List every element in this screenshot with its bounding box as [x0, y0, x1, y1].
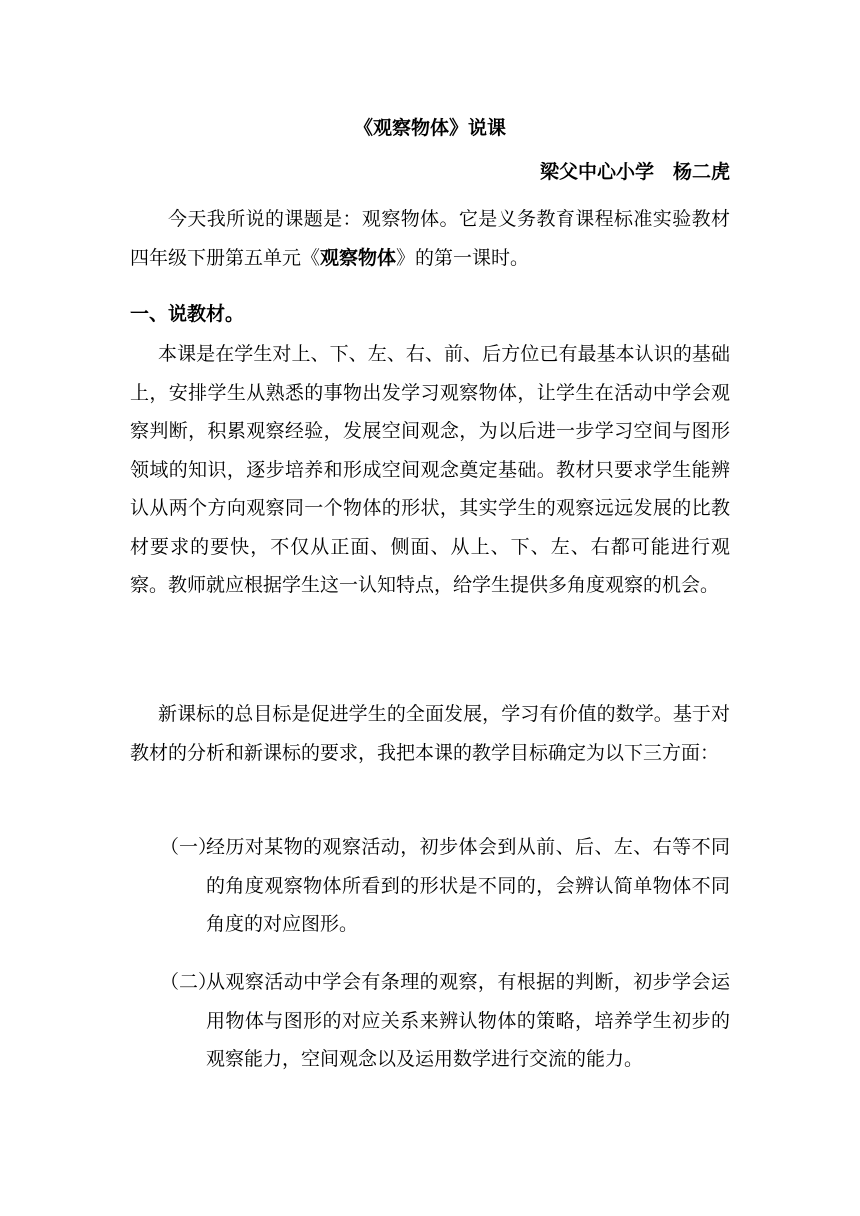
goal-item — [160, 828, 730, 944]
goal-number: （二） — [160, 971, 218, 993]
goal-paragraph: 新课标的总目标是促进学生的全面发展，学习有价值的数学。基于对教材的分析和新课标的要求，我把本课的教学目标确定为以下三方面： — [130, 703, 730, 764]
section-heading: 一、说教材。 — [130, 303, 245, 325]
material-paragraph: 本课是在学生对上、下、左、右、前、后方位已有最基本认识的基础上，安排学生从熟悉的事物出发学习观察物体，让学生在活动中学会观察判断，积累观察经验，发展空间观念，为以后进一步学习空间与图形领域的知识，逐步培养和形成空间观念奠定基础。教材只要求学生能辨认从两个方向观察同一个物体的形状，其实学生的观察远远发展的比教材要求的要快，不仅从正面、侧面、从上、下、左、右都可能进行观察。教师就应根据学生这一认知特点，给学生提供多角度观察的机会。 — [130, 343, 730, 596]
intro-bold-title: 观察物体 — [320, 246, 397, 269]
goal-item — [160, 963, 730, 1079]
goal-text: 从观察活动中学会有条理的观察，有根据的判断，初步学会运用物体与图形的对应关系来辨认物体的策略，培养学生初步的观察能力，空间观念以及运用数学进行交流的能力。 — [206, 971, 730, 1070]
intro-text-end: 》的第一课时。 — [396, 246, 530, 269]
author-line: 梁父中心小学 杨二虎 — [539, 161, 730, 183]
goal-number: （一） — [160, 836, 218, 858]
intro-text-start: 今天我所说的课题是：观察物体。它是义务教育课程标准实验教材四年级下册第五单元《 — [130, 208, 730, 269]
document-title: 《观察物体》说课 — [353, 117, 506, 139]
intro-paragraph — [130, 200, 730, 277]
goal-text: 经历对某物的观察活动，初步体会到从前、后、左、右等不同的角度观察物体所看到的形状是不同的，会辨认简单物体不同角度的对应图形。 — [206, 836, 730, 935]
